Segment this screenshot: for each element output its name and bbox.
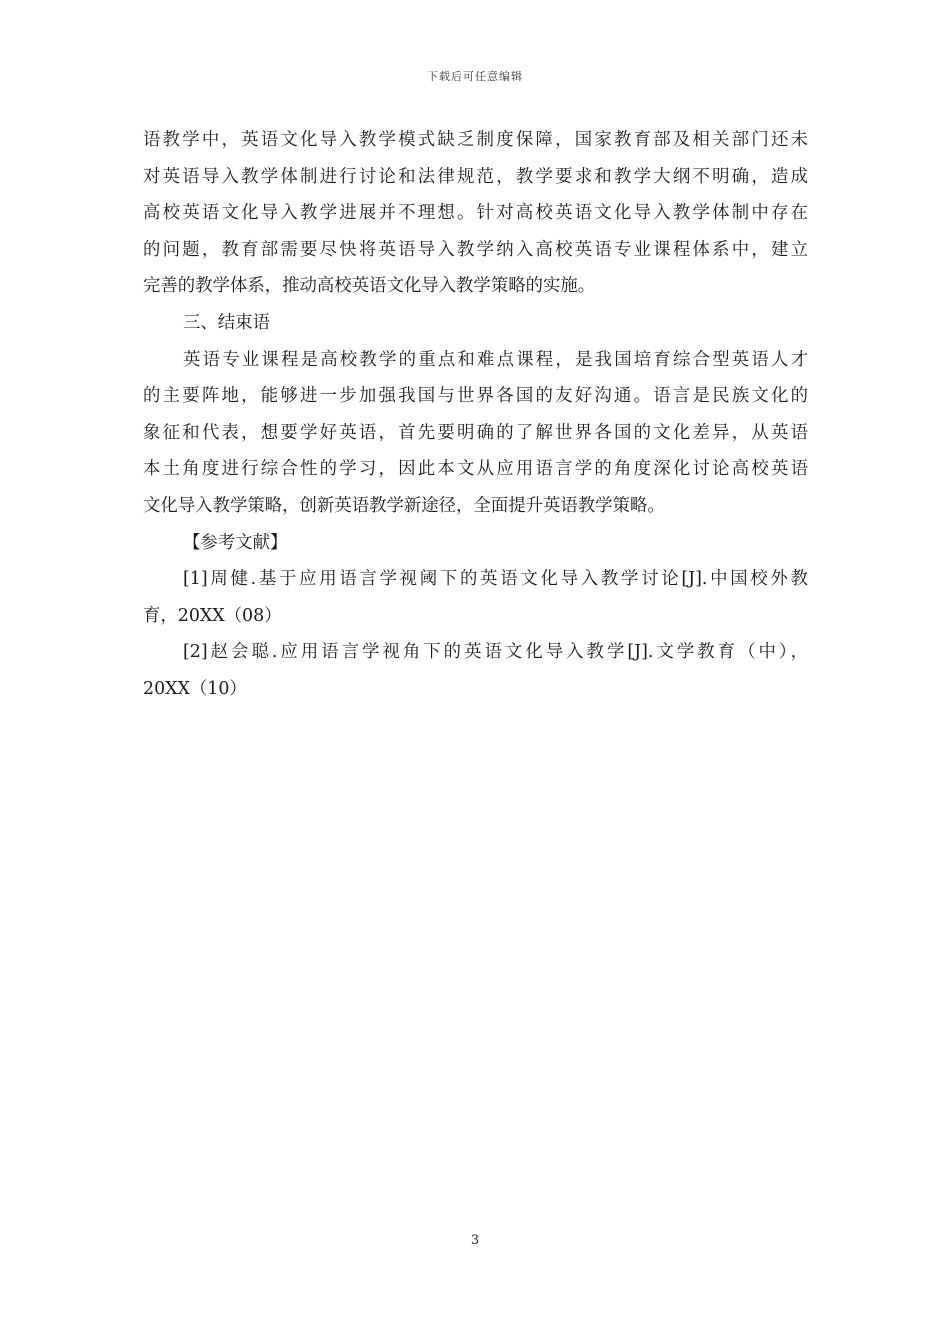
- text-line: 育，20XX（08）: [143, 605, 282, 626]
- text-line: 象征和代表，想要学好英语，首先要明确的了解世界各国的文化差异，从英语: [143, 422, 808, 443]
- section-heading: 三、结束语: [183, 312, 270, 333]
- text-line: 语教学中，英语文化导入教学模式缺乏制度保障，国家教育部及相关部门还未: [143, 130, 808, 150]
- text-line: 20XX（10）: [143, 678, 247, 699]
- text-line: 高校英语文化导入教学进展并不理想。针对高校英语文化导入教学体制中存在: [143, 203, 808, 224]
- text-line: 本土角度进行综合性的学习，因此本文从应用语言学的角度深化讨论高校英语: [143, 459, 808, 480]
- reference-item: [143, 561, 808, 634]
- page-number: 3: [470, 1233, 480, 1248]
- references-heading: 【参考文献】: [183, 532, 288, 553]
- paragraph: [143, 342, 808, 525]
- document-body: [143, 122, 808, 708]
- text-line: 英语专业课程是高校教学的重点和难点课程，是我国培育综合型英语人才: [183, 349, 808, 370]
- paragraph: [143, 122, 808, 305]
- reference-item: [143, 634, 808, 707]
- text-line: 的主要阵地，能够进一步加强我国与世界各国的友好沟通。语言是民族文化的: [143, 386, 808, 407]
- text-line: 对英语导入教学体制进行讨论和法律规范，教学要求和教学大纲不明确，造成: [143, 166, 808, 187]
- text-line: 的问题，教育部需要尽快将英语导入教学纳入高校英语专业课程体系中，建立: [143, 239, 808, 260]
- text-line: [1]周健.基于应用语言学视阈下的英语文化导入教学讨论[J].中国校外教: [183, 569, 808, 590]
- text-line: 文化导入教学策略，创新英语教学新途径，全面提升英语教学策略。: [143, 495, 665, 516]
- page-header: 下载后可任意编辑: [427, 70, 523, 83]
- text-line: [2]赵会聪.应用语言学视角下的英语文化导入教学[J].文学教育（中），: [183, 642, 808, 663]
- text-line: 完善的教学体系，推动高校英语文化导入教学策略的实施。: [143, 276, 596, 297]
